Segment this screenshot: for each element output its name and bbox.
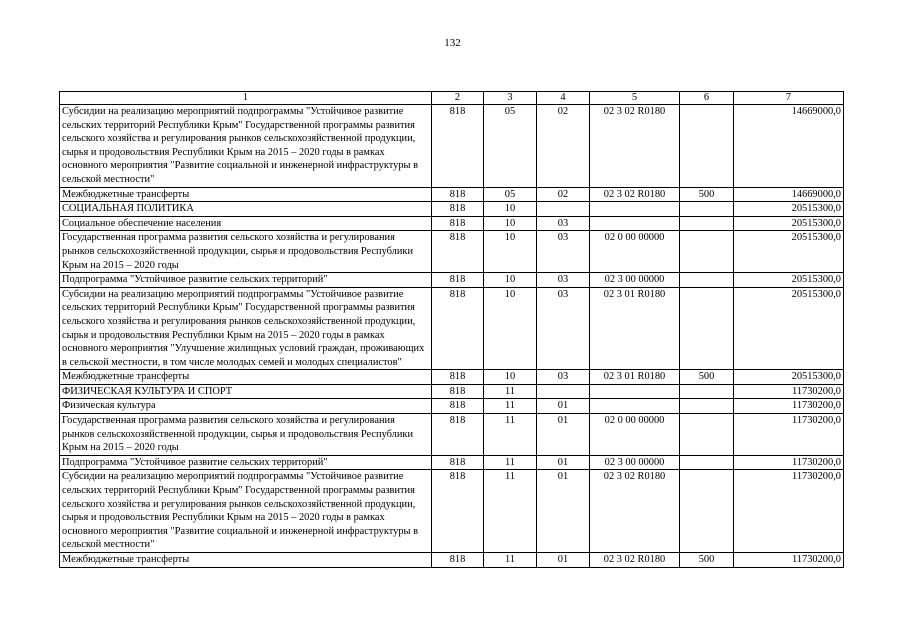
table-row — [60, 273, 844, 288]
header-col-3: 3 — [484, 92, 537, 105]
cell-csr — [590, 216, 680, 231]
budget-table — [59, 91, 844, 568]
cell-razdel: 10 — [484, 370, 537, 385]
cell-vr — [680, 231, 734, 273]
cell-vr — [680, 202, 734, 217]
cell-podrazdel — [537, 202, 590, 217]
cell-vedomstvo: 818 — [432, 470, 484, 553]
table-row — [60, 287, 844, 370]
cell-summa: 20515300,0 — [734, 231, 844, 273]
cell-vr — [680, 414, 734, 456]
table-row — [60, 399, 844, 414]
cell-name: Субсидии на реализацию мероприятий подпрограммы "Устойчивое развитие сельских территорий Республики Крым" Государственной программы развития сельского хозяйства и регулирования рынков сельскохозяйственной продукции, сырья и продовольствия Республики Крым на 2015 – 2020 годы в рамках основного мероприятия "Улучшение жилищных условий граждан, проживающих в сельской местности, в том числе молодых семей и молодых специалистов" — [60, 287, 432, 370]
header-col-4: 4 — [537, 92, 590, 105]
cell-razdel: 11 — [484, 470, 537, 553]
cell-razdel: 11 — [484, 384, 537, 399]
cell-csr — [590, 384, 680, 399]
cell-razdel: 05 — [484, 187, 537, 202]
cell-summa: 11730200,0 — [734, 455, 844, 470]
table-row — [60, 455, 844, 470]
cell-podrazdel — [537, 384, 590, 399]
cell-summa: 20515300,0 — [734, 202, 844, 217]
table-row — [60, 187, 844, 202]
cell-summa: 20515300,0 — [734, 287, 844, 370]
cell-podrazdel: 01 — [537, 399, 590, 414]
cell-razdel: 10 — [484, 231, 537, 273]
cell-name: Подпрограмма "Устойчивое развитие сельских территорий" — [60, 455, 432, 470]
header-col-5: 5 — [590, 92, 680, 105]
cell-podrazdel: 01 — [537, 553, 590, 568]
cell-podrazdel: 01 — [537, 455, 590, 470]
cell-podrazdel: 03 — [537, 287, 590, 370]
cell-podrazdel: 02 — [537, 187, 590, 202]
header-col-1: 1 — [60, 92, 432, 105]
table-row — [60, 231, 844, 273]
cell-csr: 02 3 00 00000 — [590, 455, 680, 470]
cell-summa: 14669000,0 — [734, 105, 844, 188]
cell-podrazdel: 01 — [537, 470, 590, 553]
cell-name: Государственная программа развития сельского хозяйства и регулирования рынков сельскохозяйственной продукции, сырья и продовольствия Республики Крым на 2015 – 2020 годы — [60, 231, 432, 273]
table-row — [60, 216, 844, 231]
cell-vedomstvo: 818 — [432, 216, 484, 231]
cell-podrazdel: 03 — [537, 370, 590, 385]
cell-razdel: 11 — [484, 414, 537, 456]
cell-csr: 02 3 00 00000 — [590, 273, 680, 288]
cell-vedomstvo: 818 — [432, 105, 484, 188]
table-header-row — [60, 92, 844, 105]
cell-razdel: 11 — [484, 455, 537, 470]
cell-podrazdel: 03 — [537, 231, 590, 273]
cell-summa: 11730200,0 — [734, 553, 844, 568]
cell-summa: 14669000,0 — [734, 187, 844, 202]
cell-vr — [680, 384, 734, 399]
cell-csr: 02 3 02 R0180 — [590, 105, 680, 188]
cell-summa: 11730200,0 — [734, 470, 844, 553]
cell-razdel: 10 — [484, 273, 537, 288]
table-row — [60, 384, 844, 399]
table-row — [60, 470, 844, 553]
cell-csr: 02 0 00 00000 — [590, 231, 680, 273]
cell-razdel: 10 — [484, 202, 537, 217]
table-row — [60, 414, 844, 456]
cell-podrazdel: 01 — [537, 414, 590, 456]
cell-name: Субсидии на реализацию мероприятий подпрограммы "Устойчивое развитие сельских территорий Республики Крым" Государственной программы развития сельского хозяйства и регулирования рынков сельскохозяйственной продукции, сырья и продовольствия Республики Крым на 2015 – 2020 годы в рамках основного мероприятия "Развитие социальной и инженерной инфраструктуры в сельской местности" — [60, 105, 432, 188]
cell-vedomstvo: 818 — [432, 287, 484, 370]
cell-name: Физическая культура — [60, 399, 432, 414]
cell-vr — [680, 216, 734, 231]
cell-vr: 500 — [680, 370, 734, 385]
cell-vedomstvo: 818 — [432, 455, 484, 470]
cell-vr: 500 — [680, 187, 734, 202]
cell-razdel: 05 — [484, 105, 537, 188]
cell-summa: 20515300,0 — [734, 273, 844, 288]
cell-csr: 02 3 02 R0180 — [590, 553, 680, 568]
cell-vedomstvo: 818 — [432, 202, 484, 217]
cell-razdel: 11 — [484, 399, 537, 414]
cell-vr — [680, 470, 734, 553]
cell-vr — [680, 105, 734, 188]
cell-csr: 02 3 02 R0180 — [590, 187, 680, 202]
cell-vedomstvo: 818 — [432, 231, 484, 273]
table-row — [60, 202, 844, 217]
cell-name: Межбюджетные трансферты — [60, 370, 432, 385]
cell-razdel: 10 — [484, 216, 537, 231]
cell-name: Межбюджетные трансферты — [60, 187, 432, 202]
cell-csr — [590, 399, 680, 414]
cell-vr — [680, 287, 734, 370]
cell-summa: 20515300,0 — [734, 216, 844, 231]
cell-vedomstvo: 818 — [432, 399, 484, 414]
cell-name: Государственная программа развития сельского хозяйства и регулирования рынков сельскохозяйственной продукции, сырья и продовольствия Республики Крым на 2015 – 2020 годы — [60, 414, 432, 456]
cell-csr: 02 3 02 R0180 — [590, 470, 680, 553]
cell-summa: 20515300,0 — [734, 370, 844, 385]
cell-csr: 02 3 01 R0180 — [590, 370, 680, 385]
cell-vedomstvo: 818 — [432, 384, 484, 399]
cell-csr: 02 3 01 R0180 — [590, 287, 680, 370]
header-col-6: 6 — [680, 92, 734, 105]
cell-podrazdel: 03 — [537, 216, 590, 231]
cell-csr: 02 0 00 00000 — [590, 414, 680, 456]
cell-vr — [680, 273, 734, 288]
cell-vr: 500 — [680, 553, 734, 568]
cell-summa: 11730200,0 — [734, 414, 844, 456]
cell-name: Субсидии на реализацию мероприятий подпрограммы "Устойчивое развитие сельских территорий Республики Крым" Государственной программы развития сельского хозяйства и регулирования рынков сельскохозяйственной продукции, сырья и продовольствия Республики Крым на 2015 – 2020 годы в рамках основного мероприятия "Развитие социальной и инженерной инфраструктуры в сельской местности" — [60, 470, 432, 553]
cell-vedomstvo: 818 — [432, 553, 484, 568]
cell-csr — [590, 202, 680, 217]
table-row — [60, 105, 844, 188]
cell-summa: 11730200,0 — [734, 384, 844, 399]
cell-vedomstvo: 818 — [432, 370, 484, 385]
cell-podrazdel: 03 — [537, 273, 590, 288]
cell-name: СОЦИАЛЬНАЯ ПОЛИТИКА — [60, 202, 432, 217]
cell-razdel: 11 — [484, 553, 537, 568]
cell-vedomstvo: 818 — [432, 273, 484, 288]
cell-summa: 11730200,0 — [734, 399, 844, 414]
header-col-2: 2 — [432, 92, 484, 105]
table-row — [60, 370, 844, 385]
cell-name: Подпрограмма "Устойчивое развитие сельских территорий" — [60, 273, 432, 288]
cell-vr — [680, 455, 734, 470]
header-col-7: 7 — [734, 92, 844, 105]
cell-name: Межбюджетные трансферты — [60, 553, 432, 568]
cell-vr — [680, 399, 734, 414]
cell-vedomstvo: 818 — [432, 187, 484, 202]
cell-vedomstvo: 818 — [432, 414, 484, 456]
page-number: 132 — [444, 37, 461, 49]
cell-razdel: 10 — [484, 287, 537, 370]
cell-name: ФИЗИЧЕСКАЯ КУЛЬТУРА И СПОРТ — [60, 384, 432, 399]
cell-podrazdel: 02 — [537, 105, 590, 188]
cell-name: Социальное обеспечение населения — [60, 216, 432, 231]
table-row — [60, 553, 844, 568]
